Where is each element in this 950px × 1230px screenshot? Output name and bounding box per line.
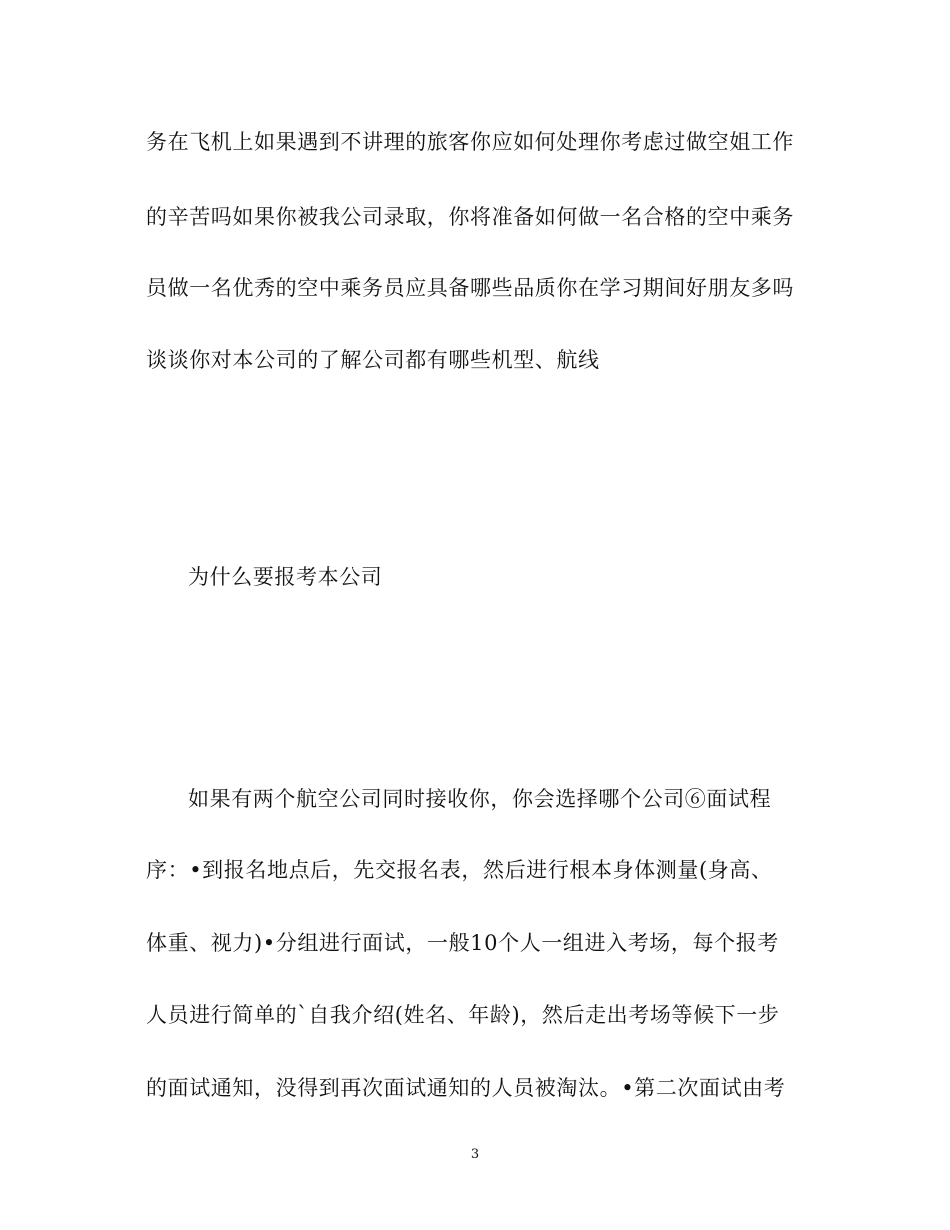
page-number: 3 <box>470 1147 480 1162</box>
text-line: 谈谈你对本公司的了解公司都有哪些机型、航线 <box>146 348 600 372</box>
text-line: 的辛苦吗如果你被我公司录取，你将准备如何做一名合格的空中乘务 <box>146 205 794 229</box>
text-line: 为什么要报考本公司 <box>188 565 383 589</box>
text-line: 体重、视力)•分组进行面试，一般10个人一组进入考场，每个报考 <box>146 931 779 955</box>
text-line: 人员进行简单的`自我介绍(姓名、年龄)，然后走出考场等候下一步 <box>146 1003 780 1027</box>
text-line: 的面试通知，没得到再次面试通知的人员被淘汰。•第二次面试由考 <box>146 1076 786 1100</box>
text-line: 员做一名优秀的空中乘务员应具备哪些品质你在学习期间好朋友多吗 <box>146 276 794 300</box>
text-line: 如果有两个航空公司同时接收你，你会选择哪个公司⑥面试程 <box>188 787 772 811</box>
text-line: 务在飞机上如果遇到不讲理的旅客你应如何处理你考虑过做空姐工作 <box>146 130 794 154</box>
text-line: 序：•到报名地点后，先交报名表，然后进行根本身体测量(身高、 <box>146 858 773 882</box>
